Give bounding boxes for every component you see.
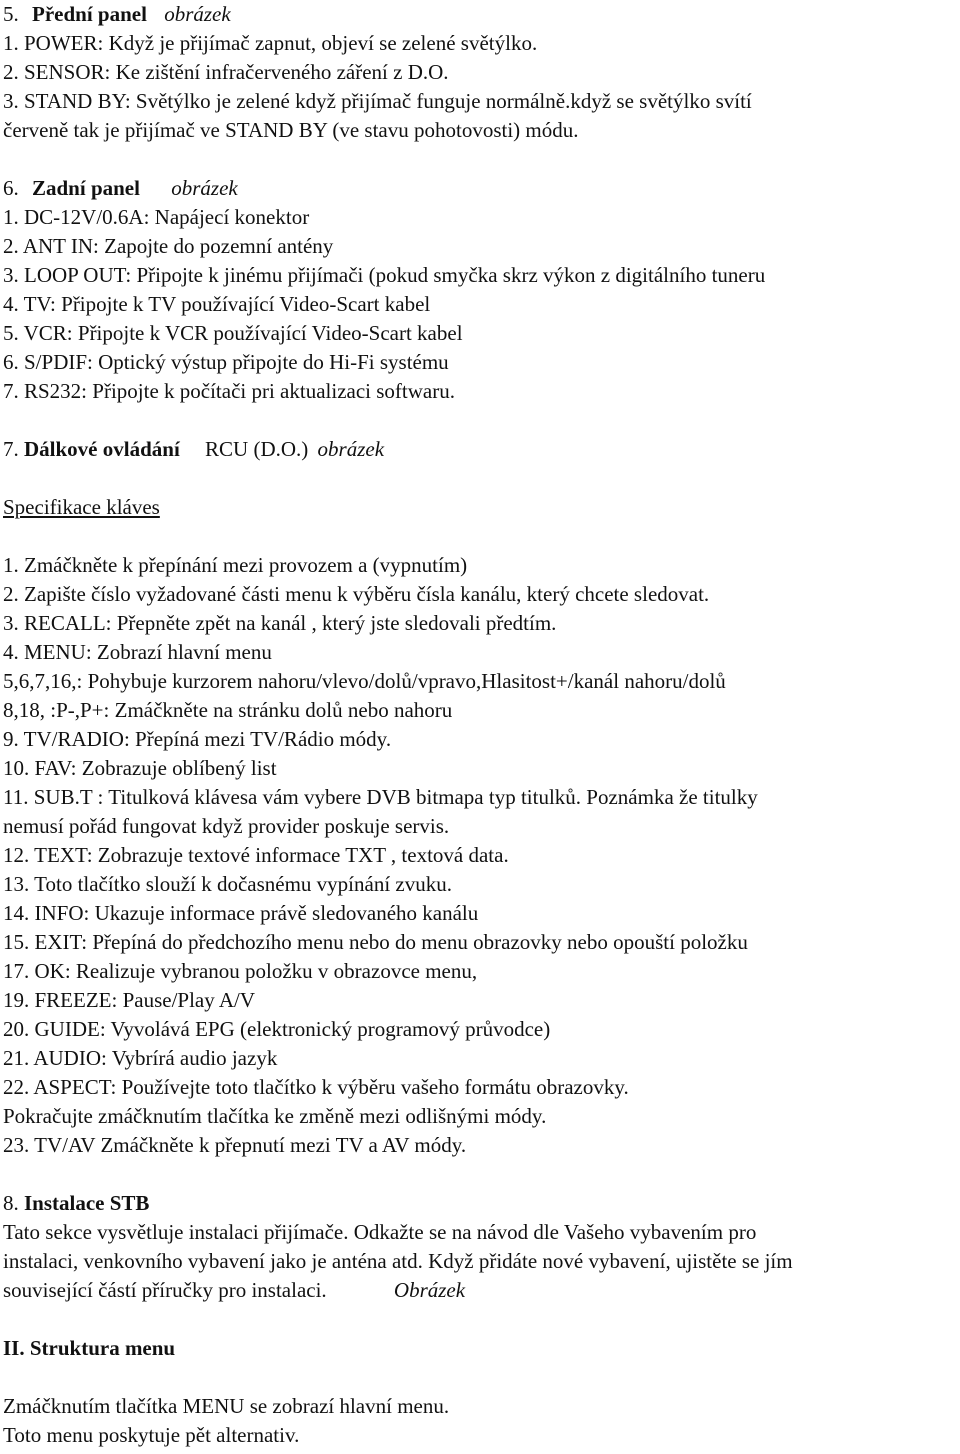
key-spec-item: 23. TV/AV Zmáčkněte k přepnutí mezi TV a AV módy. [3,1133,467,1157]
section-ii-paragraph-line: Toto menu poskytuje pět alternativ. [3,1423,300,1447]
section-5-item: 3. STAND BY: Světýlko je zelené když přijímač funguje normálně.když se světýlko svítí [3,89,752,113]
section-6-title: Zadní panel [32,176,140,200]
section-ii-heading: II. Struktura menu [3,1336,176,1360]
key-spec-heading: Specifikace kláves [3,495,160,519]
key-spec-item: 14. INFO: Ukazuje informace právě sledovaného kanálu [3,901,479,925]
section-6-item: 7. RS232: Připojte k počítači pri aktualizaci softwaru. [3,379,455,403]
section-8-number: 8. [3,1191,19,1215]
section-8-paragraph-line: Tato sekce vysvětluje instalaci přijímače. Odkažte se na návod dle Vašeho vybavením pro [3,1220,757,1244]
section-5-title: Přední panel [32,2,147,26]
section-7-heading [3,435,958,464]
key-spec-item: 15. EXIT: Přepíná do předchozího menu nebo do menu obrazovky nebo opouští položku [3,930,748,954]
section-6-heading [3,174,958,203]
section-7-picture-ref: obrázek [317,437,385,461]
key-spec-item: 13. Toto tlačítko slouží k dočasnému vypínání zvuku. [3,872,452,896]
key-spec-item: Pokračujte zmáčknutím tlačítka ke změně mezi odlišnými módy. [3,1104,547,1128]
section-6-number: 6. [3,176,19,200]
section-8-paragraph-line: související částí příručky pro instalaci. Obrázek [3,1278,466,1302]
key-spec-item: 3. RECALL: Přepněte zpět na kanál , který jste sledovali předtím. [3,611,557,635]
key-spec-item: 17. OK: Realizuje vybranou položku v obrazovce menu, [3,959,478,983]
section-5-picture-ref: obrázek [164,2,231,26]
section-5-item: červeně tak je přijímač ve STAND BY (ve stavu pohotovosti) módu. [3,118,579,142]
key-spec-item: 12. TEXT: Zobrazuje textové informace TXT , textová data. [3,843,509,867]
section-6-item: 4. TV: Připojte k TV používající Video-Scart kabel [3,292,431,316]
section-6-picture-ref: obrázek [171,176,238,200]
key-spec-item: 21. AUDIO: Vybrírá audio jazyk [3,1046,278,1070]
section-5-item: 1. POWER: Když je přijímač zapnut, objeví se zelené světýlko. [3,31,538,55]
key-spec-item: 9. TV/RADIO: Přepíná mezi TV/Rádio módy. [3,727,392,751]
key-spec-item: 4. MENU: Zobrazí hlavní menu [3,640,272,664]
section-8-picture-ref: Obrázek [393,1278,466,1302]
section-7-subtitle: RCU (D.O.) [205,437,309,461]
section-5-item: 2. SENSOR: Ke zištění infračerveného záření z D.O. [3,60,449,84]
section-6-item: 2. ANT IN: Zapojte do pozemní antény [3,234,334,258]
section-5-heading [3,0,958,29]
section-5-number: 5. [3,2,19,26]
section-8-paragraph-line: instalaci, venkovního vybavení jako je anténa atd. Když přidáte nové vybavení, ujistěte se jím [3,1249,793,1273]
section-ii-paragraph-line: Zmáčknutím tlačítka MENU se zobrazí hlavní menu. [3,1394,450,1418]
section-6-item: 5. VCR: Připojte k VCR používající Video-Scart kabel [3,321,463,345]
section-7-number: 7. [3,437,19,461]
key-spec-item: 19. FREEZE: Pause/Play A/V [3,988,255,1012]
section-6-item: 6. S/PDIF: Optický výstup připojte do Hi-Fi systému [3,350,449,374]
key-spec-item: nemusí pořád fungovat když provider poskuje servis. [3,814,450,838]
section-8-title: Instalace STB [24,1191,150,1215]
key-spec-item: 1. Zmáčkněte k přepínání mezi provozem a (vypnutím) [3,553,468,577]
key-spec-item: 2. Zapište číslo vyžadované části menu k výběru čísla kanálu, který chcete sledovat. [3,582,710,606]
key-spec-item: 20. GUIDE: Vyvolává EPG (elektronický programový průvodce) [3,1017,551,1041]
document-page [3,0,958,1450]
key-spec-item: 11. SUB.T : Titulková klávesa vám vybere DVB bitmapa typ titulků. Poznámka že titulky [3,785,758,809]
key-spec-item: 10. FAV: Zobrazuje oblíbený list [3,756,277,780]
section-6-item: 3. LOOP OUT: Připojte k jinému přijímači (pokud smyčka skrz výkon z digitálního tuneru [3,263,766,287]
section-7-title: Dálkové ovládání [24,437,180,461]
section-8-heading [3,1189,958,1218]
key-spec-item: 8,18, :P-,P+: Zmáčkněte na stránku dolů nebo nahoru [3,698,453,722]
key-spec-item: 22. ASPECT: Používejte toto tlačítko k výběru vašeho formátu obrazovky. [3,1075,629,1099]
key-spec-item: 5,6,7,16,: Pohybuje kurzorem nahoru/vlevo/dolů/vpravo,Hlasitost+/kanál nahoru/dolů [3,669,726,693]
section-6-item: 1. DC-12V/0.6A: Napájecí konektor [3,205,310,229]
